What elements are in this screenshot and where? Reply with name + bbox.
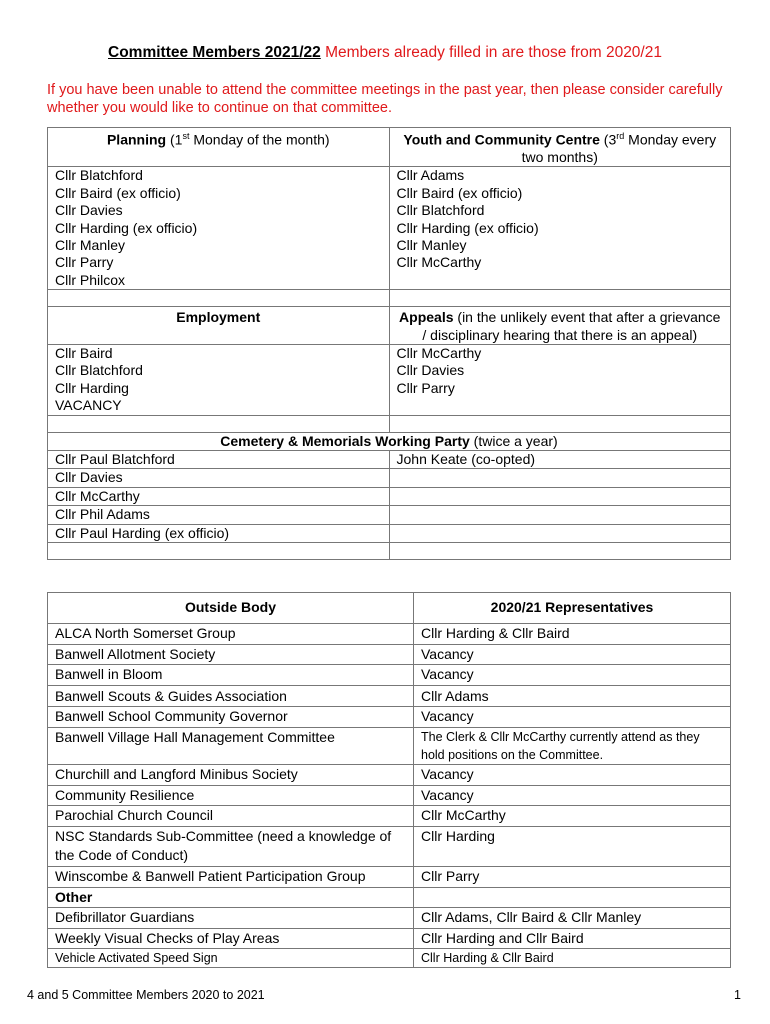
- rep-cell: Vacancy: [414, 785, 731, 806]
- body-cell: Banwell in Bloom: [48, 665, 414, 686]
- other-label: Other: [48, 887, 414, 908]
- table-row: [48, 506, 731, 524]
- body-cell: Banwell Village Hall Management Committee: [48, 727, 414, 764]
- list-item: VACANCY: [55, 397, 122, 414]
- table-row: [48, 826, 731, 866]
- table-row: [48, 866, 731, 887]
- table-row: [48, 487, 731, 505]
- page-title: [0, 44, 770, 62]
- table-row: [48, 307, 731, 345]
- rep-cell: Cllr Harding and Cllr Baird: [414, 928, 731, 949]
- table-row: [48, 908, 731, 929]
- list-item: Cllr Harding: [55, 379, 129, 396]
- list-item: Cllr Baird: [55, 345, 113, 362]
- employment-header: Employment: [48, 307, 390, 345]
- planning-header: Planning (1st Monday of the month): [48, 128, 390, 167]
- table-row: [48, 785, 731, 806]
- table-row: [48, 707, 731, 728]
- body-cell: Churchill and Langford Minibus Society: [48, 764, 414, 785]
- intro-text: If you have been unable to attend the committee meetings in the past year, then please consider carefully whether you would like to continue on that committee.: [47, 82, 723, 116]
- rep-cell: Vacancy: [414, 707, 731, 728]
- table-row: [48, 524, 731, 542]
- table-row: [48, 764, 731, 785]
- cemetery-member-cell: Cllr Paul Harding (ex officio): [48, 524, 390, 542]
- rep-cell: Cllr Parry: [414, 866, 731, 887]
- rep-cell: Vacancy: [414, 644, 731, 665]
- rep-cell: Cllr Adams, Cllr Baird & Cllr Manley: [414, 908, 731, 929]
- table-row: [48, 928, 731, 949]
- cemetery-member-cell: Cllr McCarthy: [48, 487, 390, 505]
- table-row: [48, 887, 731, 908]
- body-cell: Banwell Allotment Society: [48, 644, 414, 665]
- footer-text: 4 and 5 Committee Members 2020 to 2021: [27, 988, 265, 1002]
- table-row: [48, 415, 731, 432]
- youth-members: [389, 167, 731, 290]
- table-row: [48, 727, 731, 764]
- representatives-header: 2020/21 Representatives: [414, 593, 731, 624]
- table-row: [48, 624, 731, 645]
- list-item: Cllr Harding (ex officio): [396, 219, 539, 236]
- list-item: Cllr McCarthy: [396, 345, 482, 362]
- rep-cell: Cllr Harding & Cllr Baird: [414, 624, 731, 645]
- list-item: Cllr Blatchford: [55, 167, 143, 184]
- body-cell: Banwell Scouts & Guides Association: [48, 685, 414, 707]
- list-item: Cllr McCarthy: [396, 254, 482, 271]
- list-item: Cllr Blatchford: [55, 362, 143, 379]
- table-row: [48, 128, 731, 167]
- table-row: [48, 949, 731, 968]
- employment-members: [48, 345, 390, 416]
- rep-cell: The Clerk & Cllr McCarthy currently attend as they hold positions on the Committee.: [414, 727, 731, 764]
- body-cell: NSC Standards Sub-Committee (need a knowledge of the Code of Conduct): [48, 826, 414, 866]
- table-row: [48, 450, 731, 468]
- table-row: [48, 432, 731, 450]
- appeals-members: [389, 345, 731, 416]
- list-item: Cllr Baird (ex officio): [55, 184, 181, 201]
- list-item: Cllr Parry: [396, 379, 455, 396]
- title-bold: Committee Members 2021/22: [108, 44, 321, 61]
- title-note: Members already filled in are those from 2020/21: [325, 44, 662, 61]
- list-item: Cllr Davies: [55, 202, 123, 219]
- table-row: [48, 806, 731, 827]
- list-item: Cllr Adams: [396, 167, 465, 184]
- body-cell: Winscombe & Banwell Patient Participation Group: [48, 866, 414, 887]
- rep-cell: Cllr Harding & Cllr Baird: [414, 949, 731, 968]
- table-row: [48, 644, 731, 665]
- outside-body-header: Outside Body: [48, 593, 414, 624]
- table-row: [48, 469, 731, 487]
- outside-bodies-table: [47, 592, 731, 968]
- rep-cell: Cllr Harding: [414, 826, 731, 866]
- cemetery-member-cell: Cllr Paul Blatchford: [48, 450, 390, 468]
- list-item: Cllr Parry: [55, 254, 114, 271]
- body-cell: Vehicle Activated Speed Sign: [48, 949, 414, 968]
- table-row: [48, 685, 731, 707]
- list-item: Cllr Harding (ex officio): [55, 219, 198, 236]
- cemetery-header: Cemetery & Memorials Working Party (twice a year): [48, 432, 731, 450]
- body-cell: Weekly Visual Checks of Play Areas: [48, 928, 414, 949]
- table-row: [48, 593, 731, 624]
- committees-table: [47, 127, 731, 560]
- table-row: [48, 167, 731, 290]
- body-cell: Community Resilience: [48, 785, 414, 806]
- list-item: Cllr Philcox: [55, 271, 126, 288]
- appeals-header: Appeals (in the unlikely event that after a grievance / disciplinary hearing that there is an appeal): [389, 307, 731, 345]
- list-item: Cllr Davies: [396, 362, 465, 379]
- list-item: Cllr Baird (ex officio): [396, 184, 523, 201]
- table-row: [48, 290, 731, 307]
- body-cell: Banwell School Community Governor: [48, 707, 414, 728]
- table-row: [48, 665, 731, 686]
- rep-cell: Vacancy: [414, 665, 731, 686]
- body-cell: Defibrillator Guardians: [48, 908, 414, 929]
- body-cell: ALCA North Somerset Group: [48, 624, 414, 645]
- list-item: Cllr Manley: [396, 237, 467, 254]
- list-item: Cllr Blatchford: [396, 202, 485, 219]
- cemetery-member-cell: Cllr Phil Adams: [48, 506, 390, 524]
- body-cell: Parochial Church Council: [48, 806, 414, 827]
- page-number: 1: [734, 988, 741, 1002]
- planning-members: [48, 167, 390, 290]
- rep-cell: Cllr McCarthy: [414, 806, 731, 827]
- table-row: [48, 543, 731, 560]
- cemetery-member-cell: John Keate (co-opted): [389, 450, 731, 468]
- list-item: Cllr Manley: [55, 237, 126, 254]
- youth-header: Youth and Community Centre (3rd Monday every two months): [389, 128, 731, 167]
- table-row: [48, 345, 731, 416]
- rep-cell: Vacancy: [414, 764, 731, 785]
- rep-cell: Cllr Adams: [414, 685, 731, 707]
- cemetery-member-cell: Cllr Davies: [48, 469, 390, 487]
